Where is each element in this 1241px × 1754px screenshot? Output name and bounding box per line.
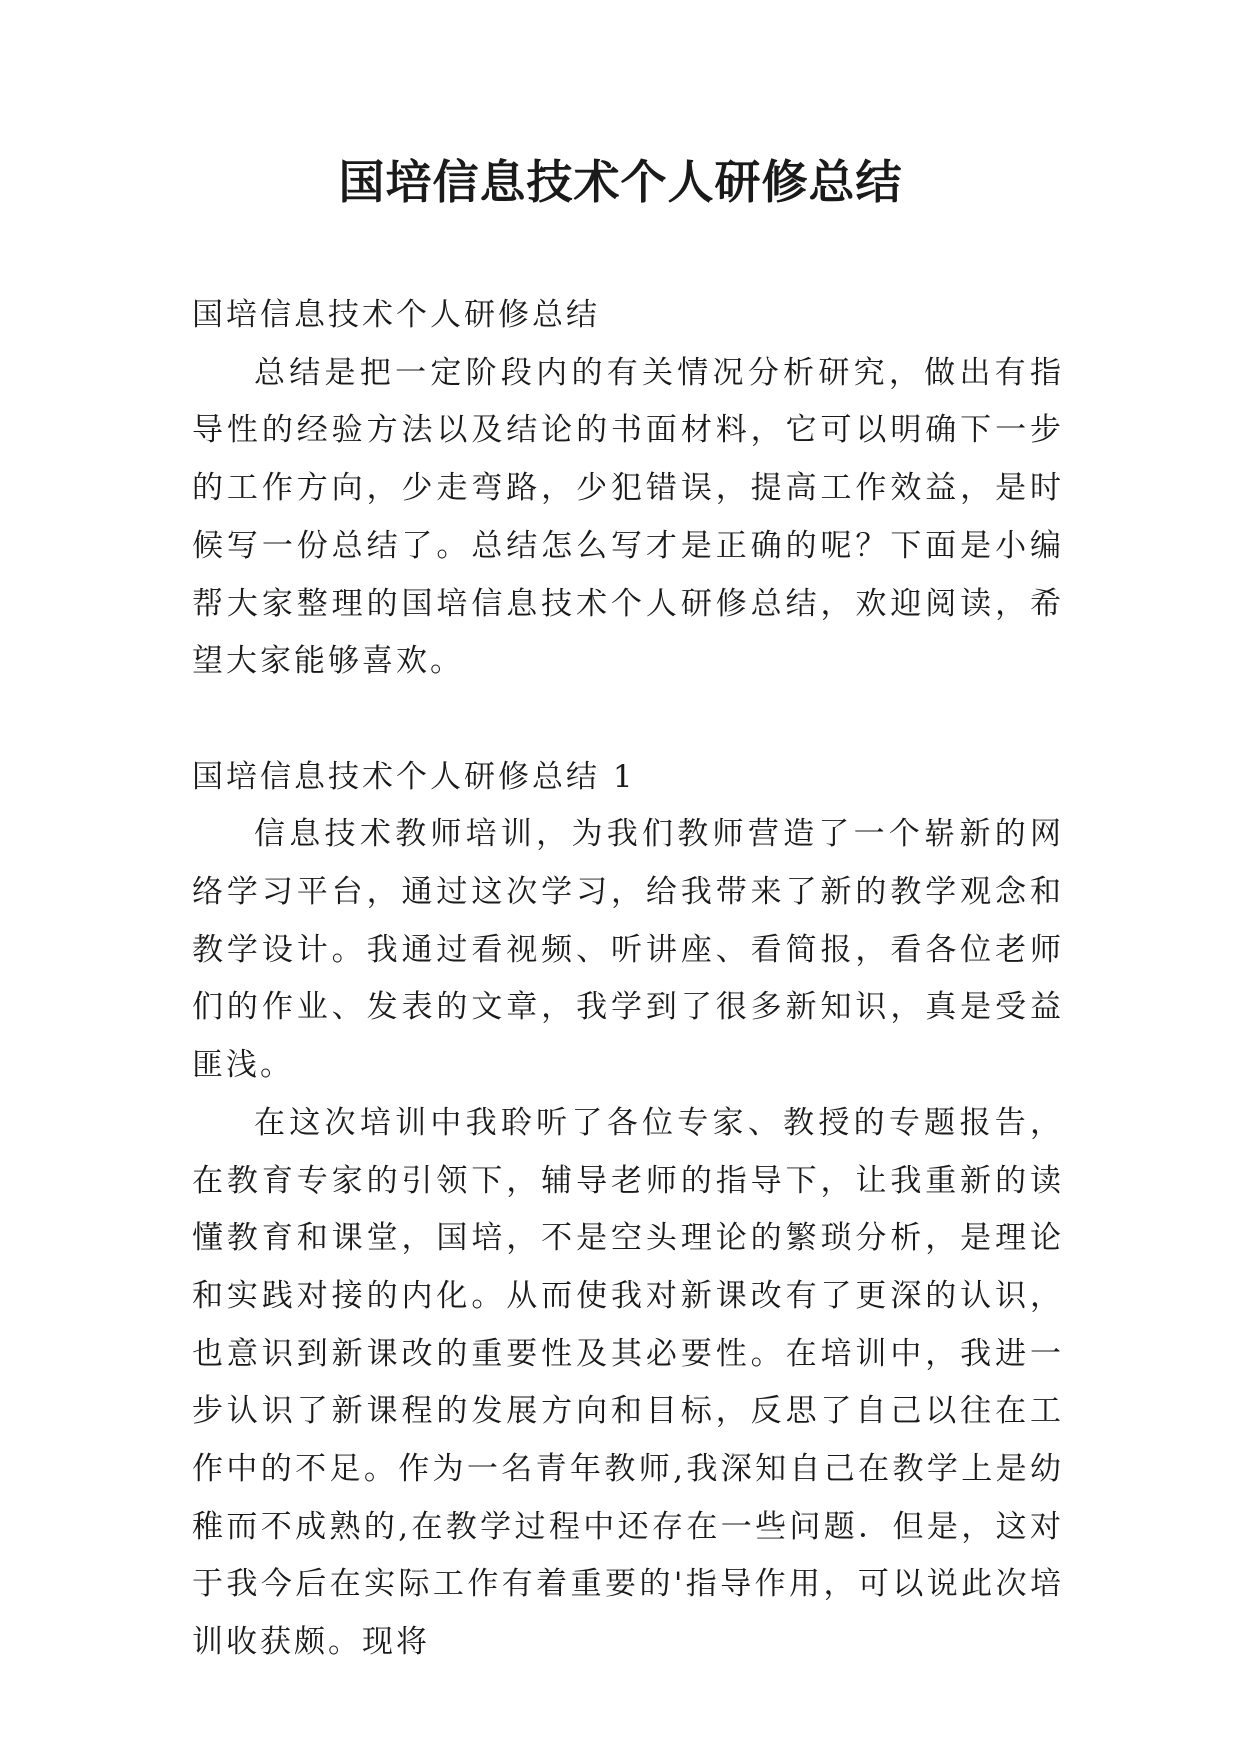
section-1-heading: 国培信息技术个人研修总结 1 (192, 758, 636, 795)
section-spacer (192, 691, 1064, 749)
document-title: 国培信息技术个人研修总结 (338, 155, 903, 209)
section-1-paragraph-1: 信息技术教师培训，为我们教师营造了一个崭新的网络学习平台，通过这次学习，给我带来了新的教学观念和教学设计。我通过看视频、听讲座、看简报，看各位老师们的作业、发表的文章，我学到了很多新知识，真是受益匪浅。 (192, 816, 1064, 1084)
intro-heading: 国培信息技术个人研修总结 (192, 297, 600, 333)
document-body (192, 287, 1064, 1672)
intro-paragraph: 总结是把一定阶段内的有关情况分析研究，做出有指导性的经验方法以及结论的书面材料，它可以明确下一步的工作方向，少走弯路，少犯错误，提高工作效益，是时候写一份总结了。总结怎么写才是正确的呢？下面是小编帮大家整理的国培信息技术个人研修总结，欢迎阅读，希望大家能够喜欢。 (192, 354, 1064, 680)
section-1-paragraph-2: 在这次培训中我聆听了各位专家、教授的专题报告，在教育专家的引领下，辅导老师的指导下，让我重新的读懂教育和课堂，国培，不是空头理论的繁琐分析，是理论和实践对接的内化。从而使我对新课改有了更深的认识，也意识到新课改的重要性及其必要性。在培训中，我进一步认识了新课程的发展方向和目标，反思了自己以往在工作中的不足。作为一名青年教师,我深知自己在教学上是幼稚而不成熟的,在教学过程中还存在一些问题．但是，这对于我今后在实际工作有着重要的'指导作用，可以说此次培训收获颇。现将 (192, 1104, 1064, 1661)
